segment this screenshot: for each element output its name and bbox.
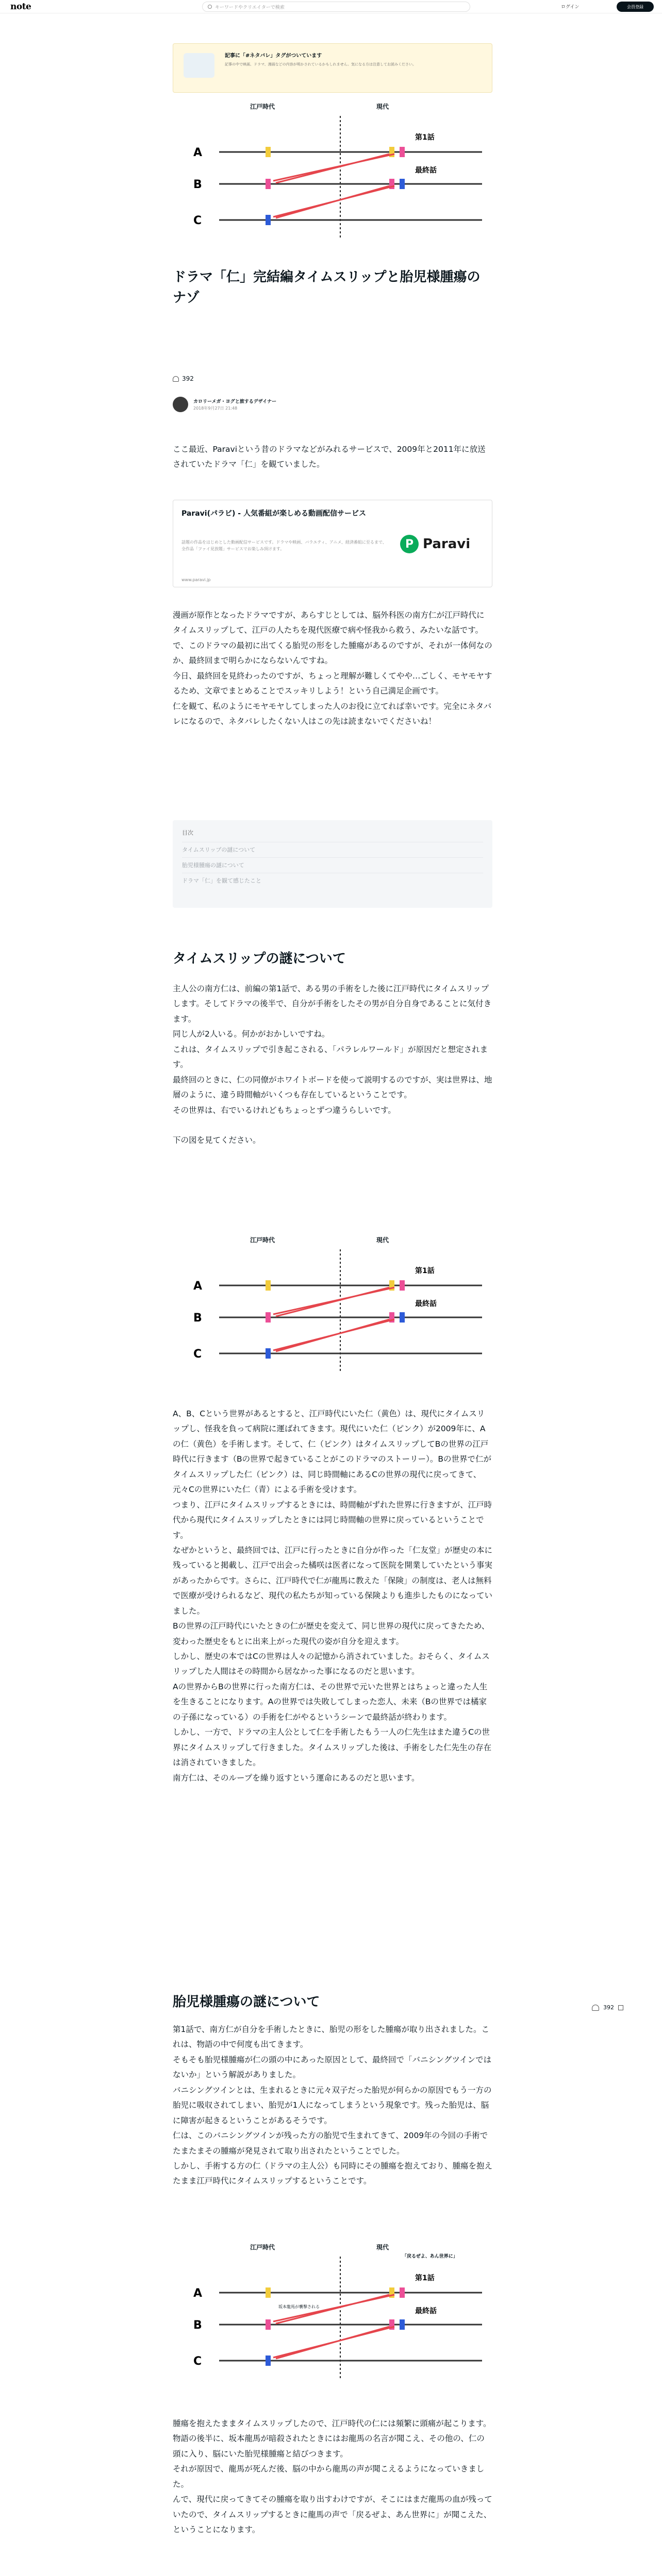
p3-line-3: Bの世界の江戸時代にいたときの仁が歴史を変えて、同じ世界の現代に戻ってきたため、変わった歴史をもとに出来上がった現代の姿が自分を迎えます。 [173,1621,490,1646]
p2-line-3: 最終回のときに、仁の同僚がホワイトボードを使って説明するのですが、実は世界は、地層のように、違う時間軸がいくつも存在しているということです。 [173,1075,492,1100]
figure-blue-b [400,1312,405,1323]
p4-line-0: 第1話で、南方仁が自分を手術したときに、胎児の形をした腫瘍が取り出されました。これは、物語の中で何度も出てきます。 [173,2025,490,2049]
era-now-label: 現代 [376,1236,389,1244]
card-title: Paravi(パラビ) - 人気番組が楽しめる動画配信サービス [181,510,366,518]
p5-line-3: んで、現代に戻ってきてその腫瘍を取り出すわけですが、そこにはまだ龍馬の血が残っていたので、タイムスリップするときに龍馬の声で「戻るぜよ、あん世界に」が聞こえた、ということになります。 [173,2495,492,2535]
spoiler-banner [173,43,492,93]
banner-desc: 記事の中で映画、ドラマ、漫画などの内容が明かされているかもしれません。気になる方は注意してお読みください。 [225,62,416,66]
row-label-b: B [193,178,202,191]
search-placeholder: キーワードやクリエイターで検索 [215,5,285,10]
arrow-4 [276,186,389,218]
paragraph-block-1 [173,608,492,730]
p3-line-1: つまり、江戸にタイムスリップするときには、時間軸がずれた世界に行きますが、江戸時代から現代にタイムスリップしたときには同じ時間軸の世界に戻っているということです。 [173,1500,492,1540]
row-label-c: C [193,2355,202,2368]
figure-blue-c [266,1348,271,1359]
arrow-4 [276,1319,389,1351]
figure-pink-b [266,1312,271,1323]
era-now-label: 現代 [376,2244,389,2251]
arrow-4 [276,2327,389,2359]
toc-item[interactable]: 胎児様腫瘍の謎について [182,857,483,873]
figure-blue-b [400,2319,405,2330]
p2-line-1: 同じ人が2人いる。何かがおかしいですね。 [173,1029,330,1039]
paravi-p-icon: P [400,535,419,553]
p2-line-0: 主人公の南方仁は、前編の第1話で、ある男の手術をした後に江戸時代にタイムスリップします。そしてドラマの後半で、自分が手術をしたその男が自分自身であることに気付きます。 [173,984,492,1024]
paragraph-block-2 [173,981,492,1148]
search-input[interactable] [202,2,470,12]
signup-button[interactable]: 会員登録 [617,2,654,12]
p4-line-2: バニシングツインとは、生まれるときに元々双子だった胎児が何らかの原因でもう一方の胎児に吸収されてしまい、胎児が1人になってしまうという現象です。残った胎児は、脳に障害が起きるということがあるそうです。 [173,2085,492,2125]
top-bar [0,0,662,13]
era-past-label: 江戸時代 [250,1236,275,1244]
figure-blue-c [266,215,271,225]
p2-line-2: これは、タイムスリップで引き起こされる、「パラレルワールド」が原因だと想定されます。 [173,1044,488,1070]
figure-yellow-a [266,147,271,157]
p5-line-1: 物語の後半に、坂本龍馬が暗殺されたときにはお龍馬の名言が聞こえ、その他の、仁の頭に入り、脳にいた胎児様腫瘍と結びつきます。 [173,2434,485,2459]
paragraph-block-3 [173,1406,492,1786]
side-heart-icon[interactable] [592,2005,599,2011]
figure-pink-a [400,147,405,157]
toc-item[interactable]: ドラマ「仁」を観て感じたこと [182,873,483,888]
diagram-3 [173,2239,492,2393]
like-count[interactable] [173,375,492,382]
row-label-a: A [193,1280,203,1293]
row-label-a: A [193,146,203,159]
figure-blue-b [400,179,405,189]
heading-time-slip: タイムスリップの謎について [173,951,346,967]
p3-line-6: しかし、一方で、ドラマの主人公として仁を手術したもう一人の仁先生はまた違うCの世界にタイムスリップして行きました。タイムスリップした後は、手術をした仁先生の存在は消されていきました。 [173,1727,492,1768]
p2-line-4: その世界は、右でいるけれどもちょっとずつ違うらしいです。 [173,1105,396,1115]
era-past-label: 江戸時代 [250,2244,275,2251]
row-label-b: B [193,1312,202,1325]
arrow-2 [276,154,389,183]
diagram-svg-1 [173,100,492,250]
note-b-label: 坂本龍馬が襲撃される [278,2304,320,2309]
row-label-b: B [193,2319,202,2332]
p5-line-2: それが原因で、龍馬が死んだ後、脳の中から龍馬の声が聞こえるようになっていきました。 [173,2464,485,2489]
banner-title: 記事に「#ネタバレ」タグがついています [225,53,322,59]
p3-line-0: A、B、Cという世界があるとすると、江戸時代にいた仁（黄色）は、現代にタイムスリップし、怪我を負って病院に運ばれてきます。現代にいた仁（ピンク）が2009年に、Aの仁（黄色）を手術します。そして、仁（ピンク）はタイムスリップしてBの世界の江戸時代に行きます（Bの世界で起きていることがこのドラマのストーリー）。Bの世界で仁がタイムスリップした仁（ピンク）は、同じ時間軸にあるCの世界の現代に戻ってきて、元々Cの世界にいた仁（青）による手術を受けます。 [173,1409,492,1495]
figure-yellow-a [266,1280,271,1291]
p1-line-1: で、このドラマの最初に出てくる胎児の形をした腫瘍があるのですが、それが一体何なのか、最終回まで明らかにならないんですね。 [173,640,492,666]
spoiler-illustration-icon [184,53,214,78]
post-date: 2018年9月27日 21:48 [193,406,238,411]
p2-line-5 [173,1118,492,1133]
toc-item[interactable]: タイムスリップの謎について [182,842,483,857]
row-label-a: A [193,2287,203,2300]
diagram-svg-2 [173,1231,492,1386]
heading-tumor: 胎児様腫瘍の謎について [173,1994,320,2010]
figure-pink-b [266,2319,271,2330]
final-label: 最終話 [415,166,437,175]
p3-line-7: 南方仁は、そのループを繰り返すという運命にあるのだと思います。 [173,1773,420,1783]
figure-blue-c [266,2355,271,2366]
figure-yellow-a [266,2287,271,2298]
card-url: www.paravi.jp [181,578,211,582]
paravi-link-card[interactable] [173,500,492,587]
p1-line-0: 漫画が原作となったドラマですが、あらすじとしては、脳外科医の南方仁が江戸時代にタイムスリップして、江戸の人たちを現代医療で病や怪我から救う、みたいな話です。 [173,611,485,635]
figure-pink-a [400,1280,405,1291]
article-title: ドラマ「仁」完結編タイムスリップと胎児様腫瘍のナゾ [173,269,481,306]
intro-paragraph: ここ最近、Paraviという昔のドラマなどがみれるサービスで、2009年と2011年に放送されていたドラマ「仁」を観ていました。 [173,445,486,469]
search-icon [208,5,212,9]
p4-line-1: そもそも胎児様腫瘍が仁の頭の中にあった原因として、最終回で「バニシングツインではないか」という解説がありました。 [173,2055,492,2080]
table-of-contents [173,820,492,908]
diagram-svg-3 [173,2239,492,2393]
diagram-2 [173,1231,492,1386]
paravi-logo [400,529,488,559]
toc-header[interactable]: 目次 [182,829,193,836]
p3-line-2: なぜかというと、最終回では、江戸に行ったときに自分が作った「仁友堂」が歴史の本に残っていると掲載し、江戸で出会った橘咲は医者になって医院を開業していたという事実があったからです。さらに、江戸時代で仁が龍馬に教えた「保険」の制度は、老人は無料で医療が受けられるなど、現代の私たちが知っている保険よりも進歩したものになっていました。 [173,1545,493,1616]
p3-line-4: しかし、歴史の本ではCの世界は人々の記憶から消されていました。おそらく、タイムスリップした人間はその時間から居なかった事になるのだと思います。 [173,1652,490,1676]
arrow-2 [276,1287,389,1316]
diagram-1 [173,100,492,250]
arrow-2 [276,2295,389,2324]
figure-pink-a [400,2287,405,2298]
note-logo[interactable]: note [10,2,31,12]
row-label-c: C [193,214,202,227]
author-info[interactable] [173,397,492,412]
p2-line-6: 下の図を見てください。 [173,1136,261,1145]
final-label: 最終話 [415,1300,437,1308]
card-desc: 話題の作品をはじめとした動画配信サービスです。ドラマや映画、バラエティ、アニメ、経済番組に至るまで、全作品「ファイ見放題」サービスでお楽しみ頂けます。 [181,540,387,551]
avatar[interactable] [173,397,188,412]
p4-line-4: しかし、手術する方の仁（ドラマの主人公）も同時にその腫瘍を抱えており、腫瘍を抱えたまま江戸時代にタイムスリップするということです。 [173,2161,493,2186]
login-link[interactable]: ログイン [561,5,580,10]
era-past-label: 江戸時代 [250,103,275,110]
era-now-label: 現代 [376,103,389,110]
paragraph-block-4 [173,2022,492,2189]
paravi-brand: Paravi [423,536,471,552]
side-actions [592,2004,623,2011]
ep1-label: 第1話 [415,2274,435,2282]
row-label-c: C [193,1348,202,1361]
p3-line-5: Aの世界からBの世界に行った南方仁は、その世界で元いた世界とはちょっと違った人生を生きることになります。Aの世界では失敗してしまった恋人、未来（Bの世界では橘家の子孫になっている）の手術を仁がやるというシーンで最終話が終わります。 [173,1682,488,1722]
quote-label: 「戻るぜよ、あん世界に」 [402,2254,458,2259]
figure-pink-b [266,179,271,189]
ep1-label: 第1話 [415,133,435,142]
author-name[interactable]: カロリーメガ・ヨグと旅するデザイナー [193,399,277,404]
p5-line-0: 腫瘍を抱えたままタイムスリップしたので、江戸時代の仁には頻繁に頭痛が起こります。 [173,2419,491,2428]
ep1-label: 第1話 [415,1267,435,1275]
side-like-count: 392 [603,2004,614,2011]
final-label: 最終話 [415,2307,437,2315]
p1-line-3: 仁を観て、私のようにモヤモヤしてしまった人のお役に立てれば幸いです。完全にネタバレになるので、ネタバレしたくない人はこの先は読まないでくださいね！ [173,701,492,726]
paragraph-block-5 [173,2416,492,2538]
heart-icon [173,376,179,382]
p4-line-3: 仁は、このバニシングツインが残った方の胎児で生まれてきて、2009年の今回の手術でたまたまその腫瘍が発見されて取り出されたということでした。 [173,2131,488,2156]
like-count-value: 392 [182,375,194,382]
side-share-icon[interactable] [618,2005,623,2010]
p1-line-2: 今日、最終回を見終わったのですが、ちょっと理解が難しくてやや…ごしく、モヤモヤするため、文章でまとめることでスッキリしよう！という自己満足企画です。 [173,671,492,696]
